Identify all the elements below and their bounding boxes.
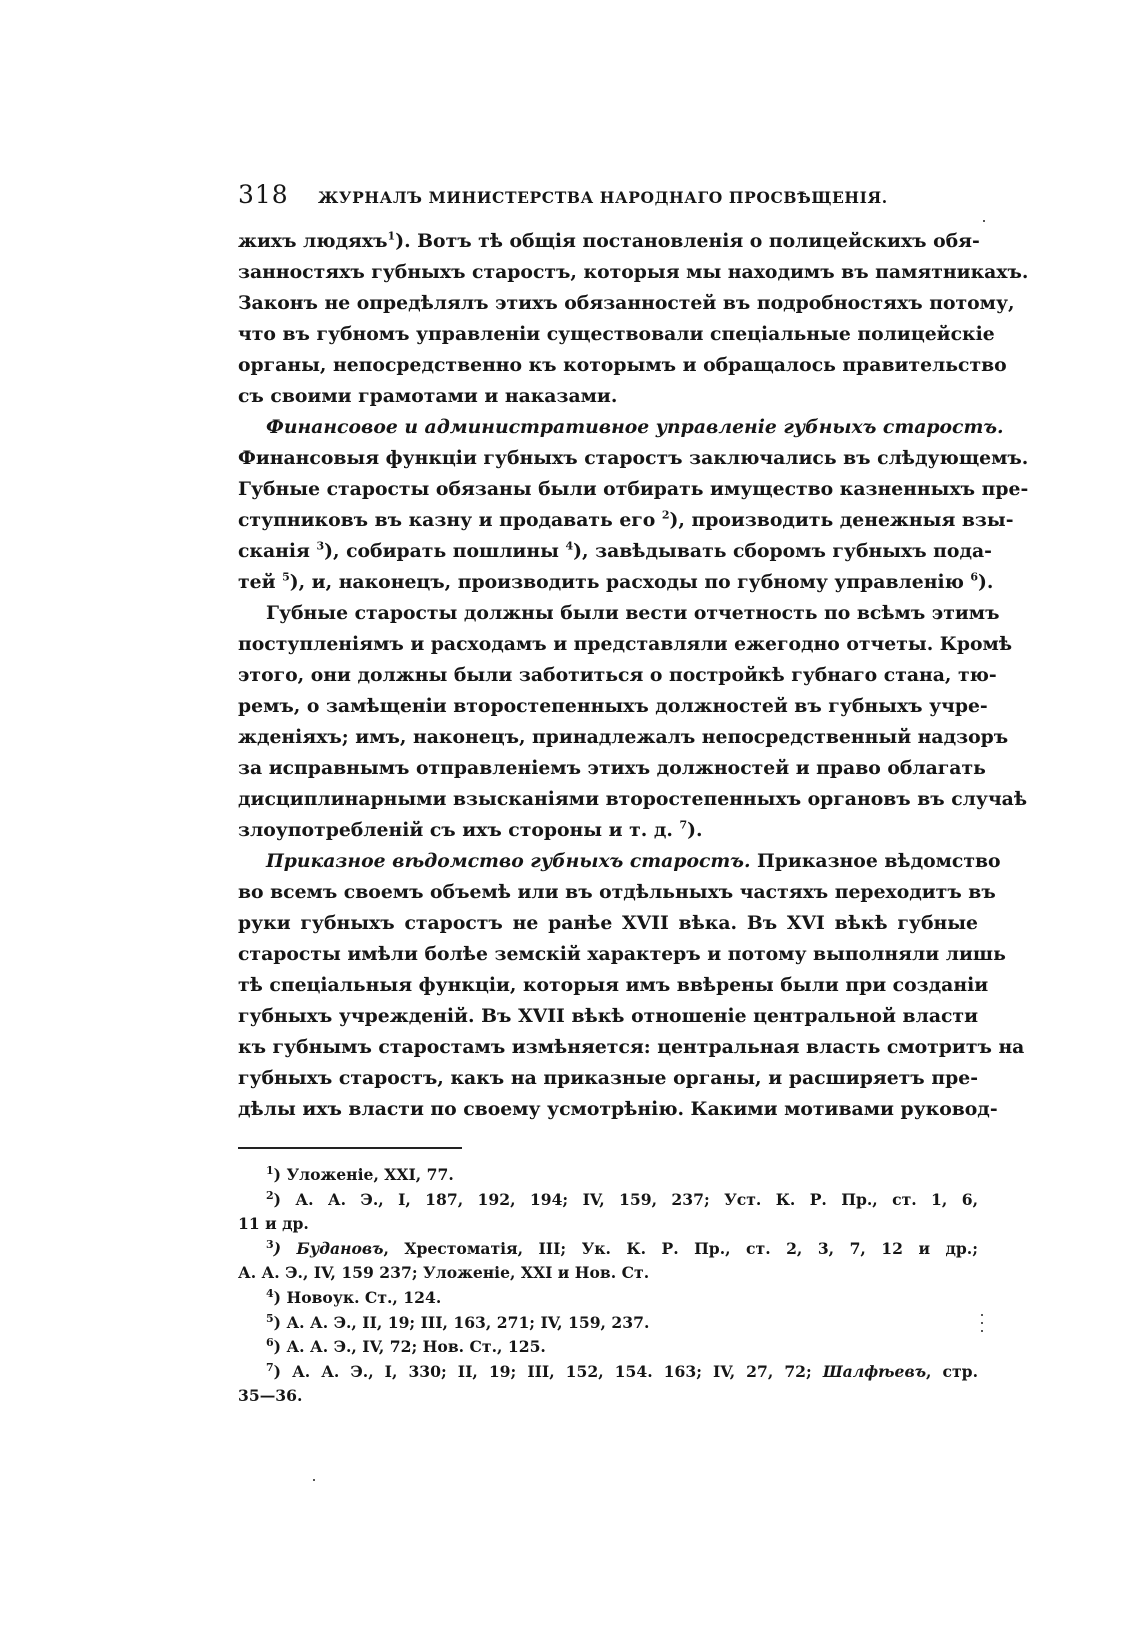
scan-speck	[983, 220, 985, 222]
footnote: $^7$) А. А. Э., I, 330; II, 19; III, 152, 154. 163; IV, 27, 72; Шалфѣевъ, стр.	[266, 1360, 978, 1381]
text-line: ремъ, о замѣщеніи второстепенныхъ должностей въ губныхъ учре-	[238, 695, 988, 717]
scan-speck	[981, 1330, 983, 1332]
section-heading-prikaz: Приказное вѣдомство губныхъ старостъ.	[266, 850, 751, 872]
text-line: губныхъ учрежденій. Въ XVII вѣкѣ отношеніе центральной власти	[238, 1005, 978, 1027]
footnotes	[238, 1163, 978, 1409]
footnote: $^4$) Новоук. Ст., 124.	[266, 1286, 442, 1307]
text-line: во всемъ своемъ объемѣ или въ отдѣльныхъ частяхъ переходитъ въ	[238, 881, 996, 903]
text-line: ступниковъ въ казну и продавать его $^2$), производить денежныя взы-	[238, 508, 1014, 531]
text-line: дѣлы ихъ власти по своему усмотрѣнію. Какими мотивами руковод-	[238, 1098, 998, 1120]
text-line: жихъ людяхъ$^1$). Вотъ тѣ общія постановленія о полицейскихъ обя-	[238, 229, 980, 252]
text-line: руки губныхъ старостъ не ранѣе XVII вѣка. Въ XVI вѣкѣ губные	[238, 912, 978, 934]
text-line: за исправнымъ отправленіемъ этихъ должностей и право облагать	[238, 757, 986, 779]
text-line: тѣ спеціальныя функціи, которыя имъ ввѣрены были при созданіи	[238, 974, 989, 996]
text-line: поступленіямъ и расходамъ и представляли ежегодно отчеты. Кромѣ	[238, 633, 1013, 655]
footnote: $^6$) А. А. Э., IV, 72; Нов. Ст., 125.	[266, 1335, 546, 1357]
text-line: къ губнымъ старостамъ измѣняется: центральная власть смотритъ на	[238, 1036, 1025, 1058]
footnote-cont: А. А. Э., IV, 159 237; Уложеніе, XXI и Нов. Ст.	[238, 1263, 650, 1283]
scan-speck	[981, 1322, 983, 1324]
text-line: Губные старосты должны были вести отчетность по всѣмъ этимъ	[266, 602, 1000, 624]
text-line: этого, они должны были заботиться о постройкѣ губнаго стана, тю-	[238, 664, 997, 686]
text-line: Законъ не опредѣлялъ этихъ обязанностей въ подробностяхъ потому,	[238, 292, 1015, 314]
text-line: сканія $^3$), собирать пошлины $^4$), завѣдывать сборомъ губныхъ пода-	[238, 539, 992, 562]
footnote-divider	[238, 1147, 462, 1149]
text-line: что въ губномъ управленіи существовали спеціальные полицейскіе	[238, 323, 995, 345]
text-line: Приказное вѣдомство губныхъ старостъ. Приказное вѣдомство	[266, 850, 1001, 872]
footnote: $^3$) Будановъ, Хрестоматія, III; Ук. К. Р. Пр., ст. 2, 3, 7, 12 и др.;	[266, 1237, 978, 1258]
running-title: ЖУРНАЛЪ МИНИСТЕРСТВА НАРОДНАГО ПРОСВѢЩЕНІЯ.	[318, 188, 888, 207]
running-header	[238, 180, 978, 216]
text-line: злоупотребленій съ ихъ стороны и т. д. $^7$).	[238, 818, 703, 841]
footnote: $^5$) А. А. Э., II, 19; III, 163, 271; IV, 159, 237.	[266, 1311, 650, 1332]
page-number: 318	[238, 180, 289, 209]
footnote-cont: 11 и др.	[238, 1214, 309, 1234]
footnote-ref[interactable]: 5	[282, 570, 290, 584]
text-line: тей $^5$), и, наконецъ, производить расходы по губному управленію $^6$).	[238, 570, 994, 593]
footnote-ref[interactable]: 6	[970, 570, 979, 584]
text-line: занностяхъ губныхъ старостъ, которыя мы находимъ въ памятникахъ.	[238, 261, 1029, 283]
text-line: губныхъ старостъ, какъ на приказные органы, и расширяетъ пре-	[238, 1067, 978, 1089]
page	[238, 180, 1029, 1409]
footnote: $^1$) Уложеніе, XXI, 77.	[266, 1163, 454, 1184]
footnote-ref[interactable]: 3	[316, 539, 325, 553]
footnote-ref[interactable]: 2	[661, 508, 670, 522]
text-line: органы, непосредственно къ которымъ и обращалось правительство	[238, 354, 1007, 376]
footnote-ref[interactable]: 4	[565, 539, 574, 553]
footnote-ref[interactable]: 1	[387, 229, 396, 243]
footnote: $^2$) А. А. Э., I, 187, 192, 194; IV, 159, 237; Уст. К. Р. Пр., ст. 1, 6,	[266, 1188, 978, 1209]
text-line: дисциплинарными взысканіями второстепенныхъ органовъ въ случаѣ	[238, 788, 1028, 810]
text-line: съ своими грамотами и наказами.	[238, 385, 618, 407]
footnote-ref[interactable]: 7	[679, 818, 688, 832]
scan-speck	[313, 1479, 315, 1481]
text-line: старосты имѣли болѣе земскій характеръ и потому выполняли лишь	[238, 943, 1006, 965]
main-text	[238, 226, 1029, 1125]
scan-speck	[981, 1314, 983, 1316]
text-line: Губные старосты обязаны были отбирать имущество казненныхъ пре-	[238, 478, 1029, 500]
text-line: Финансовыя функціи губныхъ старостъ заключались въ слѣдующемъ.	[238, 447, 1029, 469]
footnote-cont: 35—36.	[238, 1386, 303, 1406]
section-heading-finance: Финансовое и административное управленіе губныхъ старостъ.	[266, 416, 1004, 438]
text-line: жденіяхъ; имъ, наконецъ, принадлежалъ непосредственный надзоръ	[238, 726, 1009, 748]
